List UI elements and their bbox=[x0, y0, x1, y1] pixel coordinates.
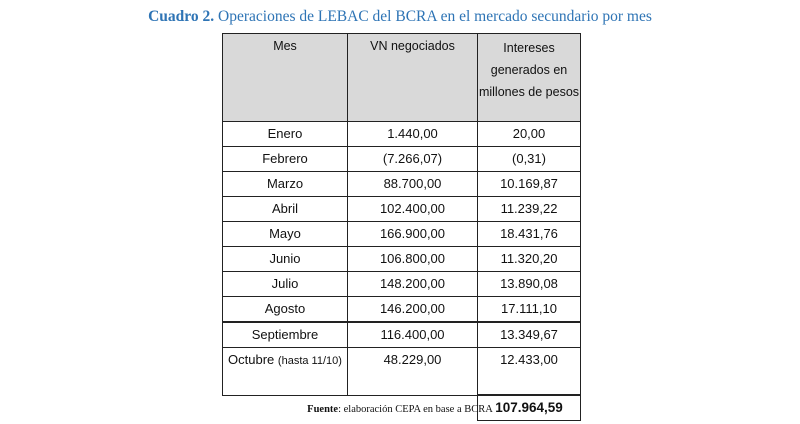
total-value: 107.964,59 bbox=[478, 395, 581, 421]
table-row bbox=[223, 172, 581, 197]
cell-vn: 48.229,00 bbox=[348, 348, 478, 396]
cell-vn: 106.800,00 bbox=[348, 247, 478, 272]
cell-intereses: 18.431,76 bbox=[478, 222, 581, 247]
cell-intereses: 11.239,22 bbox=[478, 197, 581, 222]
cell-vn: 116.400,00 bbox=[348, 322, 478, 348]
cell-mes bbox=[223, 348, 348, 396]
cell-intereses: 11.320,20 bbox=[478, 247, 581, 272]
cell-mes: Mayo bbox=[223, 222, 348, 247]
table-row bbox=[223, 147, 581, 172]
cell-mes: Enero bbox=[223, 122, 348, 147]
header-intereses: Intereses generados en millones de pesos bbox=[478, 34, 581, 122]
cell-intereses: 12.433,00 bbox=[478, 348, 581, 396]
table-row bbox=[223, 297, 581, 323]
cell-vn: 148.200,00 bbox=[348, 272, 478, 297]
table-row bbox=[223, 322, 581, 348]
source-text: : elaboración CEPA en base a BCRA bbox=[338, 404, 493, 415]
table-number: Cuadro 2. bbox=[148, 8, 215, 25]
cell-vn: 166.900,00 bbox=[348, 222, 478, 247]
cell-vn: 102.400,00 bbox=[348, 197, 478, 222]
table-caption: Operaciones de LEBAC del BCRA en el mercado secundario por mes bbox=[218, 8, 652, 25]
table-row bbox=[223, 122, 581, 147]
cell-vn: (7.266,07) bbox=[348, 147, 478, 172]
cell-intereses: (0,31) bbox=[478, 147, 581, 172]
cell-intereses: 13.349,67 bbox=[478, 322, 581, 348]
cell-vn: 88.700,00 bbox=[348, 172, 478, 197]
header-row bbox=[223, 34, 581, 122]
table-row bbox=[223, 272, 581, 297]
lebac-table bbox=[222, 33, 581, 421]
header-mes: Mes bbox=[223, 34, 348, 122]
table-row bbox=[223, 247, 581, 272]
cell-mes: Agosto bbox=[223, 297, 348, 323]
table-row bbox=[223, 197, 581, 222]
cell-intereses: 13.890,08 bbox=[478, 272, 581, 297]
header-vn: VN negociados bbox=[348, 34, 478, 122]
table-row bbox=[223, 348, 581, 396]
cell-mes: Septiembre bbox=[223, 322, 348, 348]
table-title bbox=[0, 8, 800, 26]
cell-mes: Febrero bbox=[223, 147, 348, 172]
cell-mes: Abril bbox=[223, 197, 348, 222]
cell-mes-note: (hasta 11/10) bbox=[277, 355, 342, 367]
cell-intereses: 10.169,87 bbox=[478, 172, 581, 197]
source-note bbox=[0, 404, 800, 415]
cell-vn: 1.440,00 bbox=[348, 122, 478, 147]
cell-mes-main: Octubre bbox=[228, 352, 275, 367]
cell-mes: Junio bbox=[223, 247, 348, 272]
source-label: Fuente bbox=[307, 404, 339, 415]
cell-vn: 146.200,00 bbox=[348, 297, 478, 323]
cell-intereses: 20,00 bbox=[478, 122, 581, 147]
table-row bbox=[223, 222, 581, 247]
cell-mes: Julio bbox=[223, 272, 348, 297]
cell-mes: Marzo bbox=[223, 172, 348, 197]
cell-intereses: 17.111,10 bbox=[478, 297, 581, 323]
